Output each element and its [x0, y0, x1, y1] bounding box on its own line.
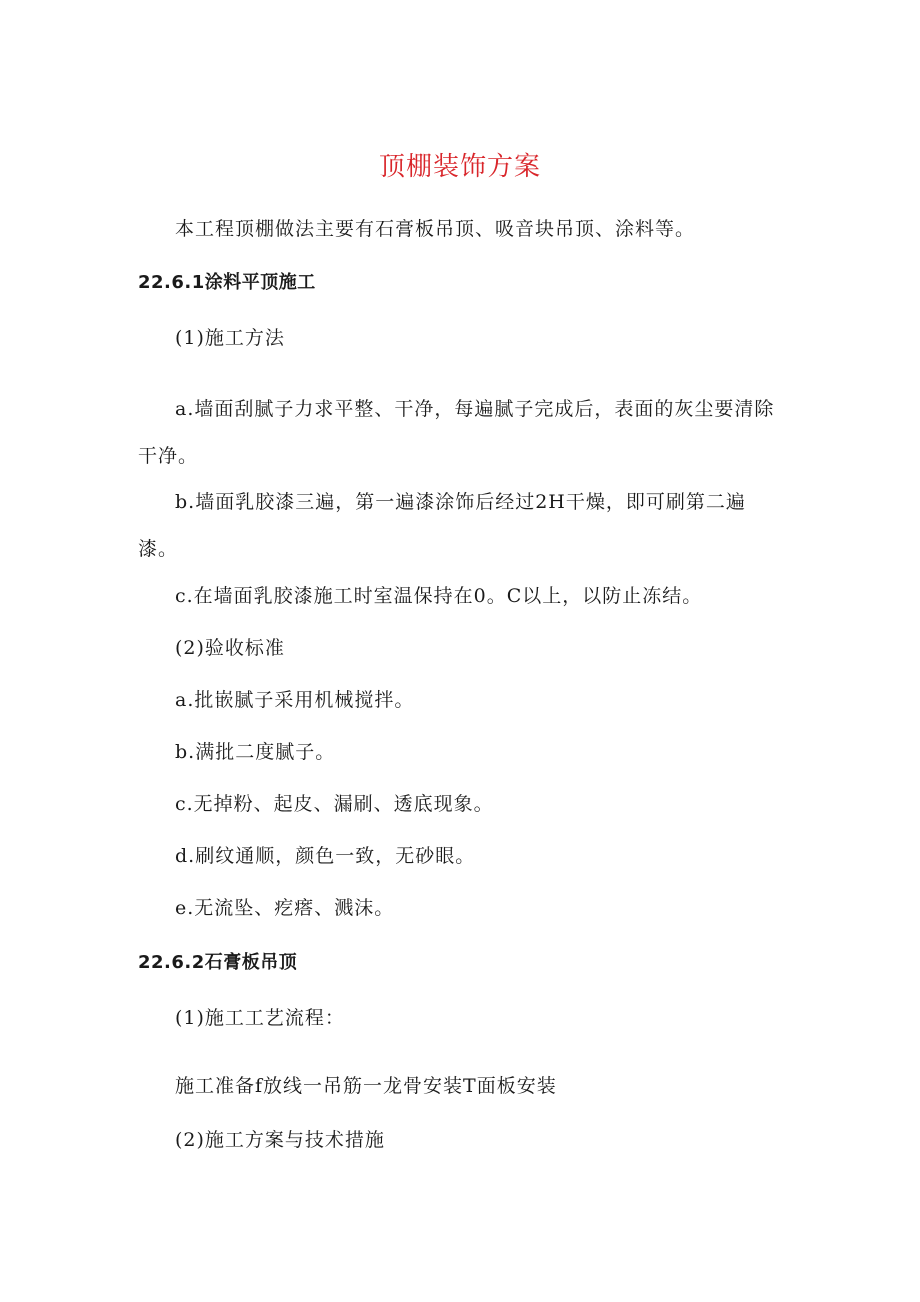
- subheading-acceptance-standard: (2)验收标准: [175, 637, 285, 659]
- list-item-a: a.批嵌腻子采用机械搅拌。: [175, 689, 415, 711]
- paragraph-item-a-line1: a.墙面刮腻子力求平整、干净，每遍腻子完成后，表面的灰尘要清除: [175, 398, 775, 420]
- subheading-process-flow: (1)施工工艺流程：: [175, 1007, 345, 1029]
- list-item-e: e.无流坠、疙瘩、溅沫。: [175, 897, 395, 919]
- section-heading-22-6-2: 22.6.2石膏板吊顶: [138, 952, 298, 973]
- subheading-technical-measures: (2)施工方案与技术措施: [175, 1129, 385, 1151]
- list-item-d: d.刷纹通顺，颜色一致，无砂眼。: [175, 845, 476, 867]
- paragraph-item-a-line2: 干净。: [138, 445, 199, 467]
- document-title: 顶棚装饰方案: [378, 152, 541, 182]
- paragraph-item-b-line2: 漆。: [138, 538, 179, 560]
- process-flow-text: 施工准备f放线一吊筋一龙骨安装T面板安装: [175, 1075, 557, 1097]
- paragraph-item-c: c.在墙面乳胶漆施工时室温保持在0。C以上，以防止冻结。: [175, 585, 703, 607]
- section-heading-22-6-1: 22.6.1涂料平顶施工: [138, 272, 316, 293]
- list-item-b: b.满批二度腻子。: [175, 741, 336, 763]
- subheading-construction-method: (1)施工方法: [175, 327, 285, 349]
- list-item-c: c.无掉粉、起皮、漏刷、透底现象。: [175, 793, 494, 815]
- intro-paragraph: 本工程顶棚做法主要有石膏板吊顶、吸音块吊顶、涂料等。: [175, 218, 696, 240]
- paragraph-item-b-line1: b.墙面乳胶漆三遍，第一遍漆涂饰后经过2H干燥，即可刷第二遍: [175, 491, 746, 513]
